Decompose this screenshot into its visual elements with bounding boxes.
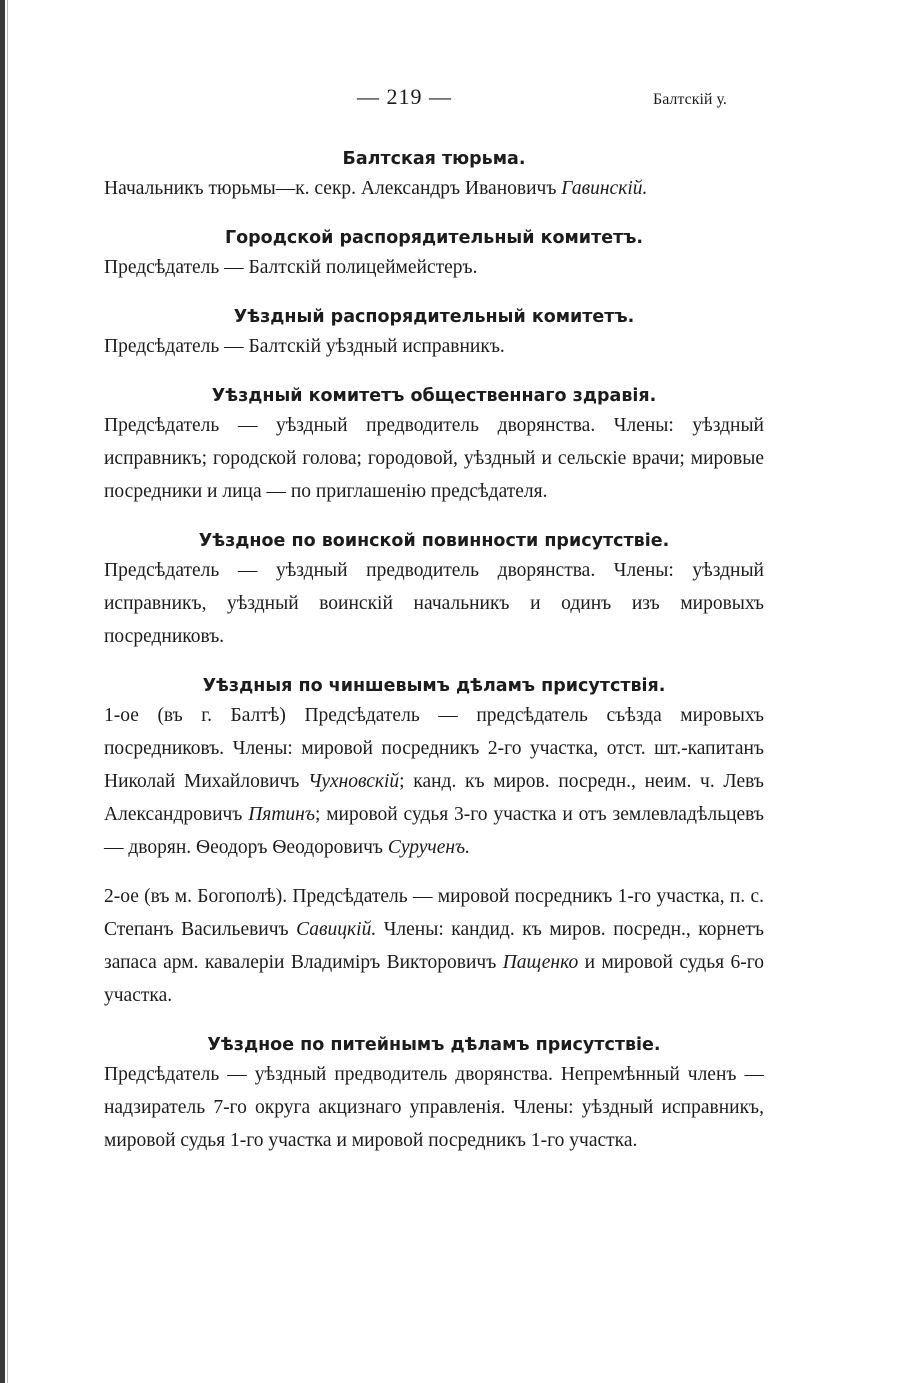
text-run: Члены: кандид. къ миров. посредн., корнетъ запаса арм. кавалеріи Владиміръ Викторовичъ <box>104 919 764 973</box>
surname: Сурученъ. <box>387 837 471 858</box>
page-number: — 219 — <box>357 84 452 109</box>
paragraph <box>104 172 764 205</box>
scan-edge-line <box>7 0 8 1383</box>
text-run: Начальникъ тюрьмы—к. секр. Александръ Ивановичъ <box>104 178 562 199</box>
paragraph <box>104 880 764 1012</box>
section-heading-quitrent-affairs: Уѣздныя по чиншевымъ дѣламъ присутствія. <box>202 676 666 696</box>
text-run: и мировой судья 6-го участка. <box>104 952 764 1006</box>
text-run: Предсѣдатель — уѣздный предводитель дворянства. Непремѣнный членъ — надзиратель 7-го округа акцизнаго управленія. Члены: уѣздный исправникъ, мировой судья 1-го участка и мировой посредникъ 1-го участка. <box>104 1064 764 1151</box>
running-head: Балтскій у. <box>653 91 727 108</box>
text-run: ; канд. къ миров. посредн., неим. ч. Левъ Александровичъ <box>104 771 764 825</box>
text-run: Предсѣдатель — Балтскій полицеймейстеръ. <box>104 257 478 278</box>
text-run: Предсѣдатель — уѣздный предводитель дворянства. Члены: уѣздный исправникъ; городской голова; городовой, уѣздный и сельскіе врачи; мировые посредники и лица — по приглашенію предсѣдателя. <box>104 415 764 502</box>
text-run: ; мировой судья 3-го участка и отъ землевладѣльцевъ — дворян. Ѳеодоръ Ѳеодоровичъ <box>104 804 764 858</box>
text-run: 1-ое (въ г. Балтѣ) Предсѣдатель — предсѣдатель съѣзда мировыхъ посредниковъ. Члены: мировой посредникъ 2-го участка, отст. шт.-капитанъ Николай Михайловичъ <box>104 705 764 792</box>
scan-edge-shadow <box>0 0 5 1383</box>
section-heading-military-service: Уѣздное по воинской повинности присутствіе. <box>198 531 670 551</box>
section-heading-city-committee: Городской распорядительный комитетъ. <box>224 228 644 248</box>
paragraph <box>104 251 764 284</box>
surname: Чухновскій <box>308 771 400 792</box>
surname: Пятинъ <box>248 804 315 825</box>
text-run: 2-ое (въ м. Богополѣ). Предсѣдатель — мировой посредникъ 1-го участка, п. с. Степанъ Васильевичъ <box>104 886 764 940</box>
surname: Гавинскій. <box>561 178 648 199</box>
text-run: Предсѣдатель — Балтскій уѣздный исправникъ. <box>104 336 505 357</box>
page-body <box>104 146 764 1157</box>
paragraph <box>104 330 764 363</box>
section-heading-liquor-affairs: Уѣздное по питейнымъ дѣламъ присутствіе. <box>207 1035 661 1055</box>
section-heading-health-committee: Уѣздный комитетъ общественнаго здравія. <box>211 386 657 406</box>
paragraph <box>104 409 764 508</box>
paragraph <box>104 1058 764 1157</box>
section-heading-prison: Балтская тюрьма. <box>342 149 526 169</box>
surname: Пащенко <box>502 952 579 973</box>
paragraph <box>104 554 764 653</box>
surname: Савицкій. <box>296 919 377 940</box>
section-heading-district-committee: Уѣздный распорядительный комитетъ. <box>233 307 635 327</box>
paragraph <box>104 699 764 864</box>
page-header <box>0 84 900 114</box>
text-run: Предсѣдатель — уѣздный предводитель дворянства. Члены: уѣздный исправникъ, уѣздный воинскій начальникъ и одинъ изъ мировыхъ посредниковъ. <box>104 560 764 647</box>
